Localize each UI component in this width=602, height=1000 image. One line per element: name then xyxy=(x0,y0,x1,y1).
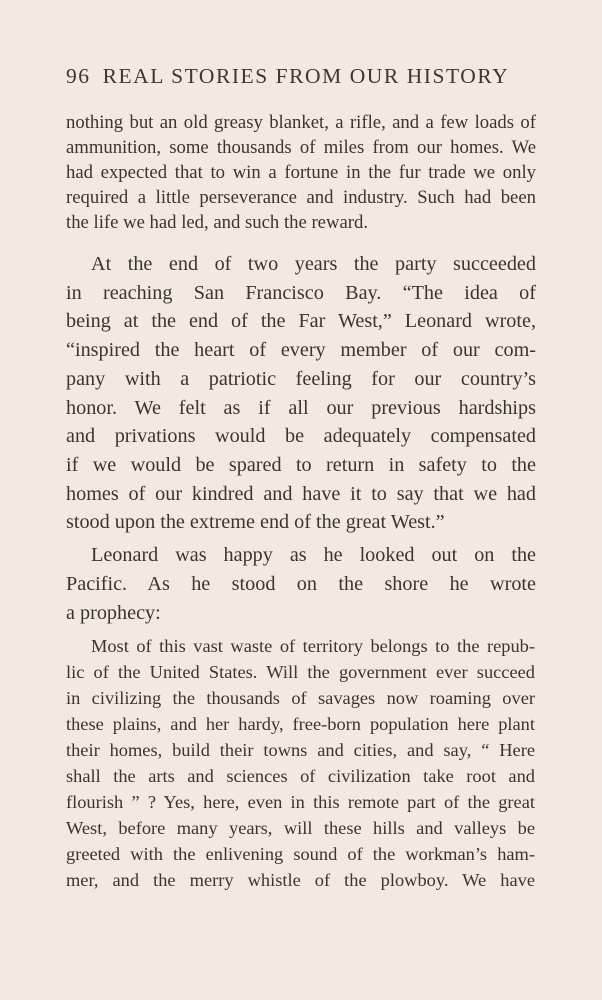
text-line: homes of our kindred and have it to say that we had xyxy=(66,483,536,505)
text-line: in civilizing the thousands of savages now roaming over xyxy=(66,688,535,708)
text-line: being at the end of the Far West,” Leonard wrote, xyxy=(66,310,536,332)
text-line: in reaching San Francisco Bay. “The idea of xyxy=(66,282,536,304)
text-line: Most of this vast waste of territory belongs to the repub- xyxy=(91,636,535,656)
text-line: a prophecy: xyxy=(66,602,161,624)
text-line: and privations would be adequately compensated xyxy=(66,425,536,447)
text-line: pany with a patriotic feeling for our country’s xyxy=(66,368,536,390)
text-line: “inspired the heart of every member of our com- xyxy=(66,339,536,361)
page-number: 96 xyxy=(66,64,91,88)
running-title: REAL STORIES FROM OUR HISTORY xyxy=(102,64,510,88)
text-line: West, before many years, will these hills and valleys be xyxy=(66,818,535,838)
text-line: if we would be spared to return in safety to the xyxy=(66,454,536,476)
text-line: these plains, and her hardy, free-born population here plant xyxy=(66,714,535,734)
text-line: mer, and the merry whistle of the plowboy. We have xyxy=(66,870,535,890)
text-line: Leonard was happy as he looked out on the xyxy=(91,544,536,566)
text-line: shall the arts and sciences of civilization take root and xyxy=(66,766,535,786)
text-line: had expected that to win a fortune in the fur trade we only xyxy=(66,162,536,183)
text-line: stood upon the extreme end of the great West.” xyxy=(66,511,445,533)
text-line: nothing but an old greasy blanket, a rifle, and a few loads of xyxy=(66,112,536,133)
text-line: flourish ” ? Yes, here, even in this remote part of the great xyxy=(66,792,535,812)
text-line: lic of the United States. Will the government ever succeed xyxy=(66,662,535,682)
text-line: At the end of two years the party succeeded xyxy=(91,253,536,275)
text-line: required a little perseverance and industry. Such had been xyxy=(66,187,536,208)
text-line: Pacific. As he stood on the shore he wrote xyxy=(66,573,536,595)
running-header xyxy=(66,64,536,89)
text-line: their homes, build their towns and cities, and say, “ Here xyxy=(66,740,535,760)
text-line: ammunition, some thousands of miles from our homes. We xyxy=(66,137,536,158)
text-line: honor. We felt as if all our previous hardships xyxy=(66,397,536,419)
text-line: the life we had led, and such the reward. xyxy=(66,212,368,233)
text-line: greeted with the enlivening sound of the workman’s ham- xyxy=(66,844,535,864)
